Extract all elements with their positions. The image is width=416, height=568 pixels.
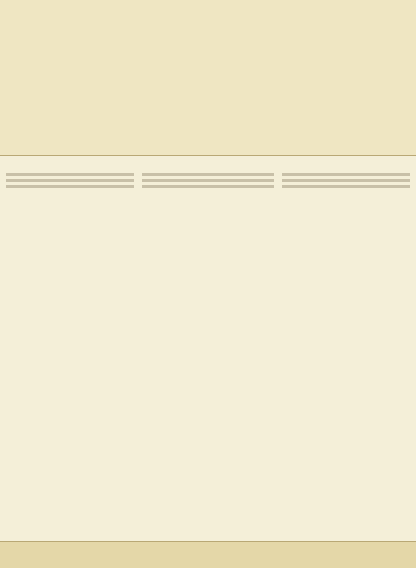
- text-line: [142, 179, 274, 182]
- text-line: [142, 185, 274, 188]
- column-right: [282, 170, 410, 530]
- text-line: [142, 173, 274, 176]
- column-middle: [142, 170, 274, 530]
- illustration-banner: [0, 0, 416, 156]
- footer-ornament: [0, 541, 416, 568]
- text-line: [282, 185, 410, 188]
- text-line: [6, 173, 134, 176]
- text-line: [282, 179, 410, 182]
- text-line: [282, 173, 410, 176]
- column-left: [6, 170, 134, 530]
- text-line: [6, 179, 134, 182]
- text-line: [6, 185, 134, 188]
